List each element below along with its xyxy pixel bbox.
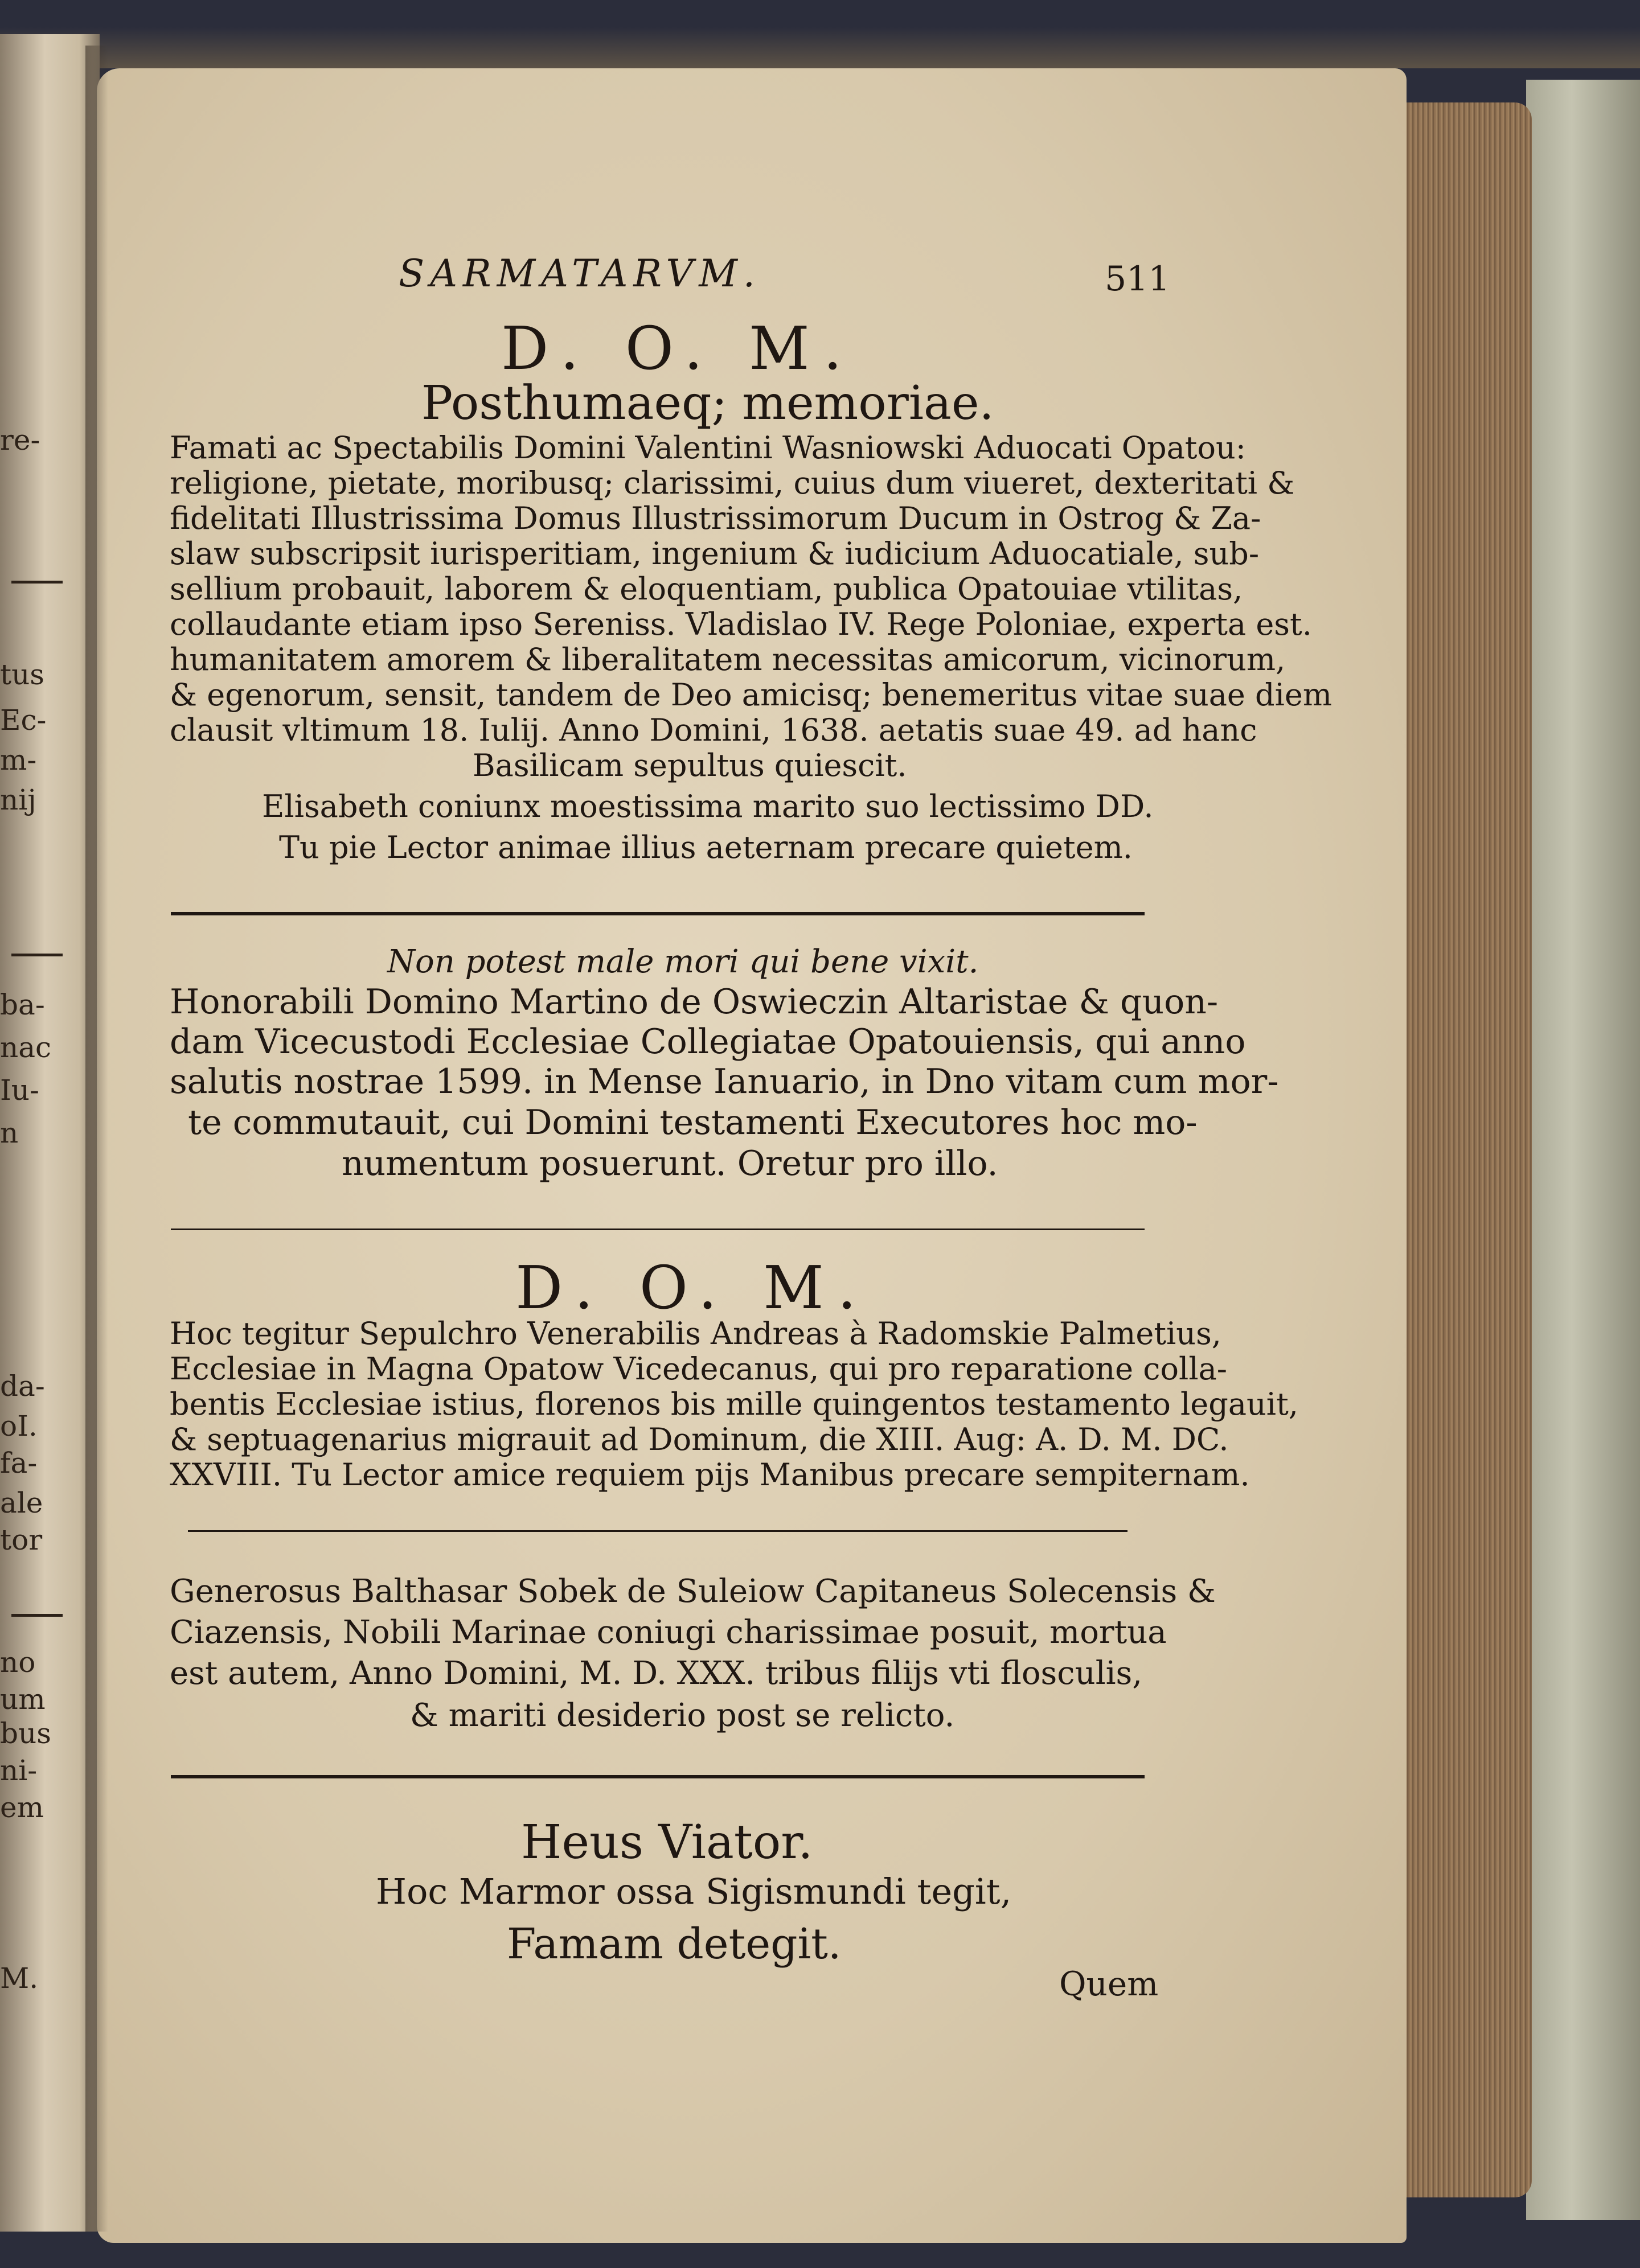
margin-fragment: nij [0, 783, 36, 816]
epitaph4-line: & mariti desiderio post se relicto. [410, 1697, 955, 1734]
section-divider [171, 1775, 1145, 1778]
epitaph1-line: humanitatem amorem & liberalitatem necessitas amicorum, vicinorum, [170, 642, 1286, 677]
epitaph2-line: dam Vicecustodi Ecclesiae Collegiatae Opatouiensis, qui anno [170, 1022, 1246, 1062]
margin-fragment: m- [0, 743, 37, 776]
epitaph1-dedication: Elisabeth coniunx moestissima marito suo lectissimo DD. [262, 788, 1154, 824]
epitaph1-line: religione, pietate, moribusq; clarissimi, cuius dum viueret, dexteritati & [170, 465, 1295, 501]
margin-fragment: Iu- [0, 1074, 39, 1107]
margin-rule [11, 1614, 63, 1617]
epitaph1-subheading: Posthumaeq; memoriae. [421, 376, 994, 430]
margin-fragment: no [0, 1646, 36, 1679]
epitaph2-motto: Non potest male mori qui bene vixit. [387, 943, 979, 980]
epitaph5-line: Famam detegit. [507, 1920, 842, 1969]
margin-fragment: ale [0, 1486, 43, 1519]
margin-fragment: Ec- [0, 704, 47, 737]
book-cover [1526, 80, 1640, 2220]
margin-fragment: um [0, 1683, 46, 1716]
epitaph3-line: Ecclesiae in Magna Opatow Vicedecanus, qui pro reparatione colla- [170, 1351, 1228, 1387]
epitaph3-heading: D. O. M. [515, 1253, 870, 1322]
margin-fragment: da- [0, 1370, 45, 1403]
epitaph1-line: sellium probauit, laborem & eloquentiam, publica Opatouiae vtilitas, [170, 571, 1243, 607]
margin-rule [11, 954, 63, 956]
epitaph1-line: Basilicam sepultus quiescit. [473, 747, 907, 783]
epitaph3-line: Hoc tegitur Sepulchro Venerabilis Andreas à Radomskie Palmetius, [170, 1316, 1221, 1351]
running-head-title: SARMATARVM. [399, 252, 761, 295]
epitaph4-line: est autem, Anno Domini, M. D. XXX. tribus filijs vti flosculis, [170, 1655, 1143, 1692]
epitaph2-line: te commutauit, cui Domini testamenti Executores hoc mo- [188, 1103, 1198, 1143]
section-divider [188, 1530, 1128, 1532]
margin-fragment: nac [0, 1031, 52, 1064]
margin-fragment: fa- [0, 1447, 38, 1480]
margin-fragment: M. [0, 1962, 39, 1995]
epitaph2-line: salutis nostrae 1599. in Mense Ianuario, in Dno vitam cum mor- [170, 1062, 1279, 1102]
margin-fragment: oI. [0, 1410, 38, 1443]
page-number: 511 [1105, 259, 1170, 299]
epitaph3-line: XXVIII. Tu Lector amice requiem pijs Manibus precare sempiternam. [170, 1457, 1250, 1493]
epitaph4-line: Generosus Balthasar Sobek de Suleiow Capitaneus Solecensis & [170, 1573, 1216, 1610]
margin-fragment: em [0, 1791, 44, 1824]
margin-fragment: tor [0, 1523, 43, 1556]
margin-rule [11, 581, 63, 584]
epitaph3-line: & septuagenarius migrauit ad Dominum, die XIII. Aug: A. D. M. DC. [170, 1421, 1229, 1457]
epitaph5-heading: Heus Viator. [521, 1815, 813, 1870]
epitaph1-line: collaudante etiam ipso Sereniss. Vladislao IV. Rege Poloniae, experta est. [170, 606, 1312, 642]
epitaph1-line: fidelitati Illustrissima Domus Illustrissimorum Ducum in Ostrog & Za- [170, 500, 1261, 536]
epitaph2-line: Honorabili Domino Martino de Oswieczin Altaristae & quon- [170, 982, 1219, 1022]
margin-fragment: re- [0, 424, 40, 457]
margin-fragment: ni- [0, 1754, 38, 1787]
margin-fragment: ba- [0, 988, 45, 1021]
epitaph2-line: numentum posuerunt. Oretur pro illo. [342, 1144, 998, 1184]
epitaph4-line: Ciazensis, Nobili Marinae coniugi charissimae posuit, mortua [170, 1614, 1167, 1651]
epitaph1-prayer: Tu pie Lector animae illius aeternam precare quietem. [279, 829, 1133, 865]
section-divider [171, 912, 1145, 915]
margin-fragment: n [0, 1116, 19, 1149]
section-divider [171, 1228, 1145, 1230]
epitaph1-line: & egenorum, sensit, tandem de Deo amicisq; benemeritus vitae suae diem [170, 677, 1332, 713]
epitaph1-line: clausit vltimum 18. Iulij. Anno Domini, 1638. aetatis suae 49. ad hanc [170, 712, 1257, 748]
epitaph3-line: bentis Ecclesiae istius, florenos bis mille quingentos testamento legauit, [170, 1386, 1298, 1422]
epitaph1-heading: D. O. M. [501, 314, 856, 383]
catchword: Quem [1059, 1965, 1159, 2003]
margin-fragment: bus [0, 1717, 51, 1750]
margin-fragment: tus [0, 658, 44, 691]
epitaph1-line: slaw subscripsit iurisperitiam, ingenium & iudicium Aduocatiale, sub- [170, 536, 1260, 572]
epitaph5-line: Hoc Marmor ossa Sigismundi tegit, [376, 1871, 1012, 1912]
book-top-edge [0, 0, 1640, 68]
gutter-shadow [85, 46, 108, 2232]
epitaph1-line: Famati ac Spectabilis Domini Valentini Wasniowski Aduocati Opatou: [170, 430, 1246, 466]
